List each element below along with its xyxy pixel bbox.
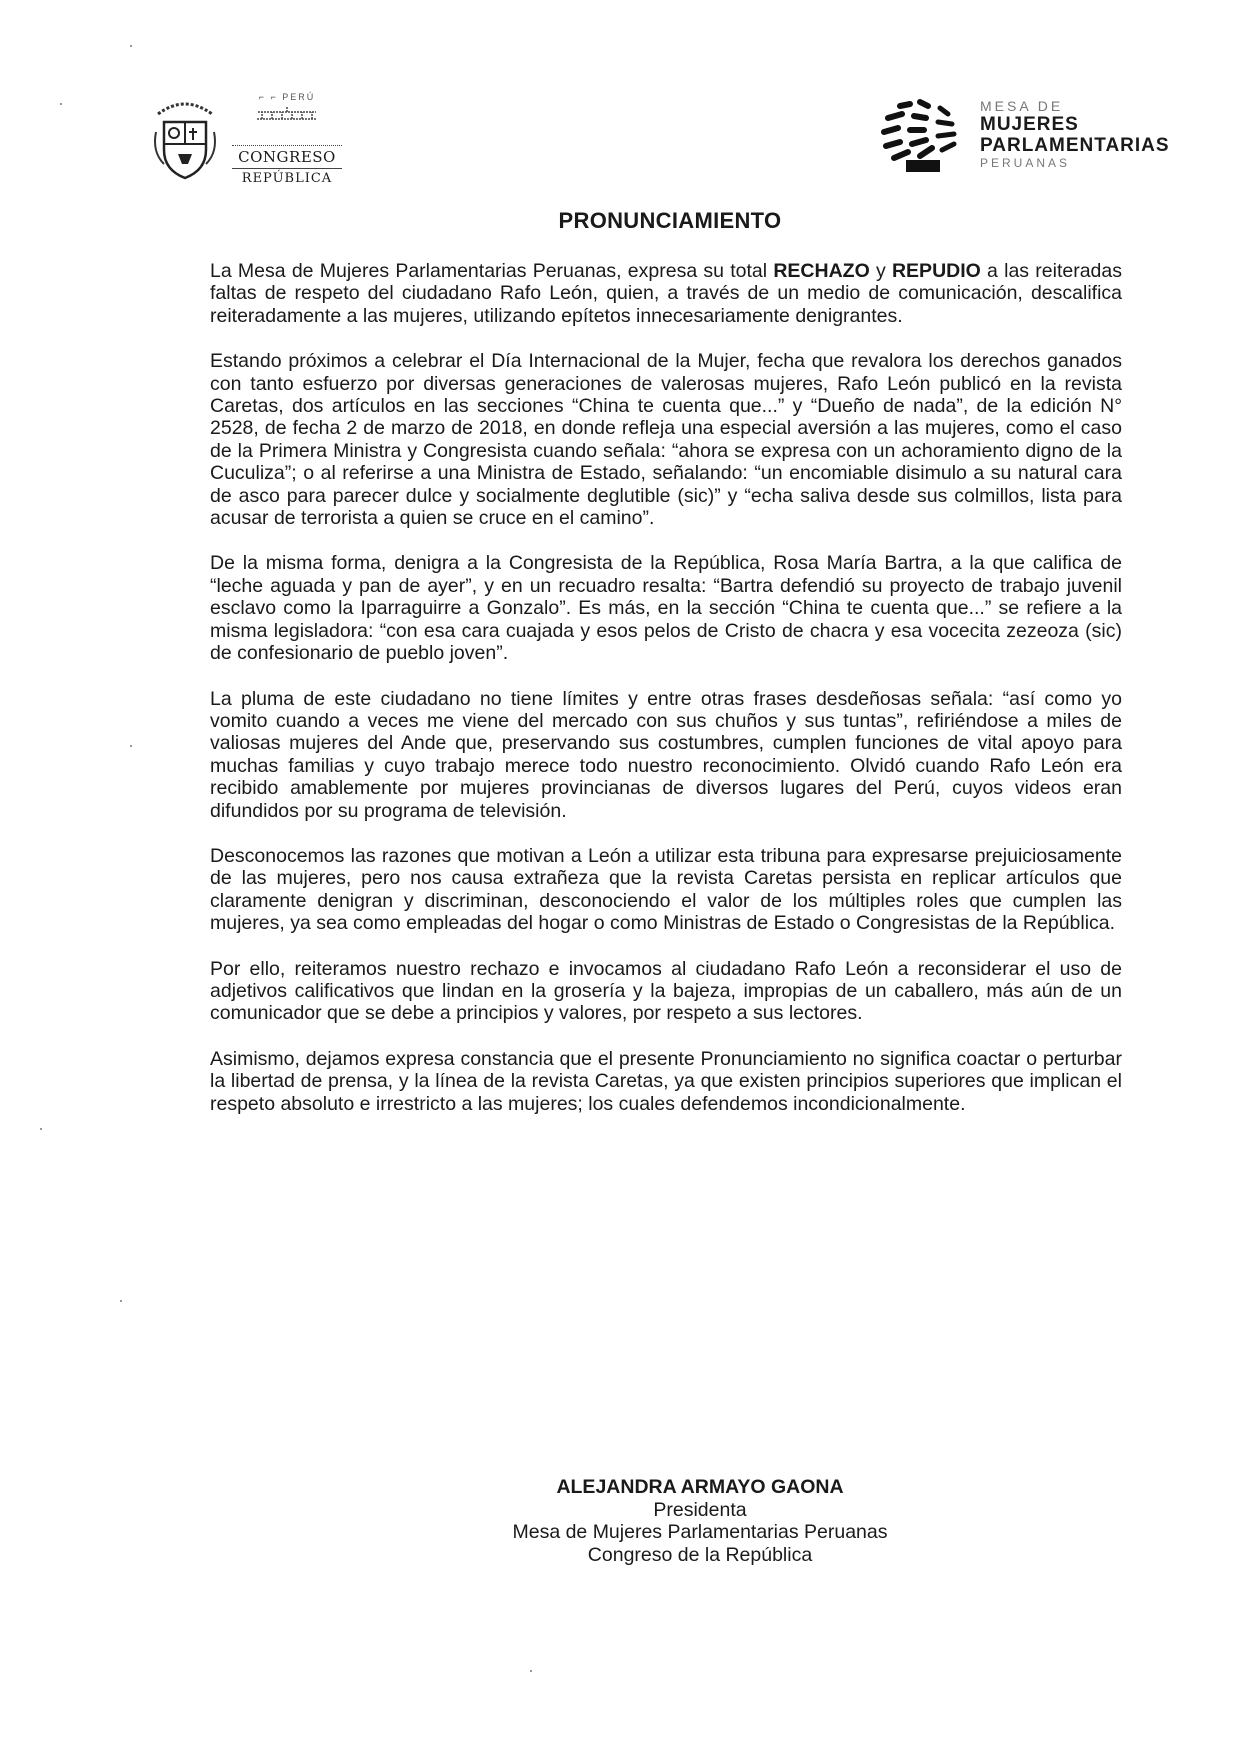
- parlamentarias-text: PARLAMENTARIAS: [980, 135, 1170, 156]
- p1-rechazo: RECHAZO: [773, 260, 870, 282]
- paragraph-5: Desconocemos las razones que motivan a León a utilizar esta tribuna para expresarse prejuiciosamente de las mujeres, pero nos causa extrañeza que la revista Caretas persista en replicar artículos que claramente denigran y discriminan, desconociendo el valor de los múltiples roles que cumplen las mujeres, ya sea como empleadas del hogar o como Ministras de Estado o Congresistas de la República.: [210, 844, 1122, 935]
- p1-repudio: REPUDIO: [891, 260, 981, 282]
- congreso-logo: [150, 92, 350, 192]
- republica-text: REPÚBLICA: [232, 168, 342, 186]
- signatory-name: ALEJANDRA ARMAYO GAONA: [556, 1476, 844, 1498]
- paragraph-6: Por ello, reiteramos nuestro rechazo e invocamos al ciudadano Rafo León a reconsiderar el uso de adjetivos calificativos que lindan en la grosería y la bajeza, impropias de un caballero, más aún de un comunicador que se debe a principios y valores, por respeto a sus lectores.: [210, 957, 1122, 1025]
- congreso-text: CONGRESO: [232, 145, 342, 166]
- document-title: PRONUNCIAMIENTO: [558, 208, 782, 233]
- signatory-institution: Congreso de la República: [587, 1543, 813, 1566]
- signatory-role: Presidenta: [653, 1498, 747, 1521]
- mesa-mujeres-logo: [880, 96, 1210, 176]
- p1-text-a: La Mesa de Mujeres Parlamentarias Peruanas, expresa su total: [210, 260, 774, 282]
- scan-speck: [120, 1300, 122, 1302]
- paragraph-4: La pluma de este ciudadano no tiene límites y entre otras frases desdeñosas señala: “así como yo vomito cuando a veces me viene del mercado con sus chuños y sus tuntas”, refiriéndose a miles de valiosas mujeres del Ande que, preservando sus costumbres, cumplen funciones de vital apoyo para muchas familias y cuyo trabajo merece todo nuestro reconocimiento. Olvidó cuando Rafo León era recibido amablemente por mujeres provincianas de diversos lugares del Perú, cuyos videos eran difundidos por su programa de televisión.: [210, 687, 1122, 822]
- mujeres-text: MUJERES: [980, 114, 1079, 135]
- signatory-organization: Mesa de Mujeres Parlamentarias Peruanas: [512, 1521, 888, 1543]
- building-icon: [252, 106, 322, 120]
- scan-speck: [40, 1128, 42, 1130]
- peru-coat-of-arms-icon: [150, 92, 220, 182]
- congreso-wordmark: [232, 92, 342, 192]
- letterhead: [0, 0, 1240, 200]
- scan-speck: [130, 745, 132, 747]
- mujeres-parlamentarias-mark-icon: [880, 96, 970, 176]
- scan-speck: [60, 103, 62, 105]
- congreso-top-text: ⌐ ⌐ PERÚ: [258, 92, 316, 102]
- paragraph-3: De la misma forma, denigra a la Congresista de la República, Rosa María Bartra, a la que califica de “leche aguada y pan de ayer”, y en un recuadro resalta: “Bartra defendió su proyecto de trabajo juvenil esclavo como la Iparraguirre a Gonzalo”. Es más, en la sección “China te cuenta que...” se refiere a la misma legisladora: “con esa cara cuajada y esos pelos de Cristo de chacra y esa vocecita zezeoza (sic) de confesionario de pueblo joven”.: [210, 552, 1122, 665]
- paragraph-1: [210, 260, 1122, 327]
- mujeres-wordmark: [980, 98, 1210, 170]
- scan-speck: [130, 45, 132, 47]
- mesa-de-text: MESA DE: [980, 98, 1064, 114]
- paragraph-2: Estando próximos a celebrar el Día Internacional de la Mujer, fecha que revalora los derechos ganados con tanto esfuerzo por diversas generaciones de valerosas mujeres, Rafo León publicó en la revista Caretas, dos artículos en las secciones “China te cuenta que...” y “Dueño de nada”, de la edición N° 2528, de fecha 2 de marzo de 2018, en donde refleja una especial aversión a las mujeres, como el caso de la Primera Ministra y Congresista cuando señala: “ahora se expresa con un achoramiento digno de la Cuculiza”; o al referirse a una Ministra de Estado, señalando: “un encomiable disimulo a su natural cara de asco para parecer dulce y socialmente deglutible (sic)” y “echa saliva desde sus colmillos, lista para acusar de terrorista a quien se cruce en el camino”.: [210, 350, 1122, 530]
- p1-text-b: y: [869, 260, 892, 282]
- paragraph-7: Asimismo, dejamos expresa constancia que el presente Pronunciamiento no significa coactar o perturbar la libertad de prensa, y la línea de la revista Caretas, ya que existen principios superiores que implican el respeto absoluto e irrestricto a las mujeres; los cuales defendemos incondicionalmente.: [210, 1047, 1122, 1115]
- signature-block: [420, 1476, 980, 1566]
- p1-text-c: a las reiteradas faltas de respeto del ciudadano Rafo León, quien, a través de un medio de comunicación, descalifica reiteradamente a las mujeres, utilizando epítetos innecesariamente denigrantes.: [210, 260, 1122, 327]
- document-body: [210, 260, 1122, 1138]
- scan-speck: [530, 1670, 532, 1672]
- peruanas-text: PERUANAS: [980, 156, 1071, 170]
